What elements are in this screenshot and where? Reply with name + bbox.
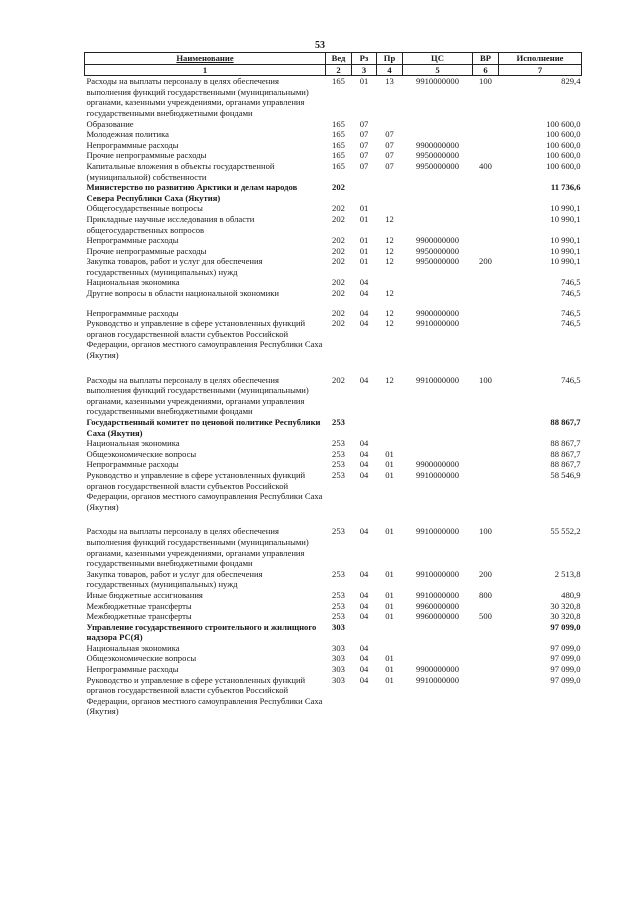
row-ved: 165 bbox=[332, 118, 345, 129]
row-pr: 01 bbox=[385, 589, 394, 600]
row-name: Министерство по развитию Арктики и делам народов Севера Республики Саха (Якутия) bbox=[86, 182, 298, 203]
row-vr bbox=[473, 277, 499, 288]
row-ispolnenie: 58 546,9 bbox=[550, 469, 581, 480]
row-name: Образование bbox=[86, 118, 134, 129]
row-ispolnenie: 97 099,0 bbox=[550, 621, 581, 632]
table-row bbox=[85, 129, 582, 140]
row-ved: 202 bbox=[332, 374, 345, 385]
row-cs: 9900000000 bbox=[416, 664, 459, 675]
row-rz: 04 bbox=[359, 653, 369, 664]
row-pr: 07 bbox=[385, 150, 394, 161]
row-vr bbox=[473, 438, 499, 449]
table-row bbox=[85, 308, 582, 319]
row-rz: 04 bbox=[359, 611, 369, 622]
row-ved: 202 bbox=[332, 235, 345, 246]
header-cs: ЦС bbox=[403, 53, 473, 65]
row-pr: 12 bbox=[385, 213, 394, 224]
row-pr: 12 bbox=[385, 235, 394, 246]
row-name: Национальная экономика bbox=[86, 642, 180, 653]
row-pr bbox=[377, 438, 403, 449]
table-row bbox=[85, 256, 582, 277]
table-row bbox=[85, 76, 582, 119]
row-vr bbox=[473, 150, 499, 161]
row-ved: 165 bbox=[332, 160, 345, 171]
row-vr bbox=[473, 664, 499, 675]
row-cs: 9910000000 bbox=[416, 589, 459, 600]
row-rz: 04 bbox=[359, 374, 369, 385]
row-ispolnenie: 88 867,7 bbox=[550, 459, 581, 470]
row-vr bbox=[473, 214, 499, 235]
row-name: Капитальные вложения в объекты государственной (муниципальной) собственности bbox=[86, 160, 275, 182]
row-rz: 04 bbox=[359, 459, 369, 470]
row-ved: 253 bbox=[332, 600, 345, 611]
row-cs: 9910000000 bbox=[416, 674, 459, 685]
row-cs: 9910000000 bbox=[416, 568, 459, 579]
row-ved: 303 bbox=[332, 621, 345, 632]
header-ispolnenie: Исполнение bbox=[499, 53, 582, 65]
row-vr bbox=[473, 417, 499, 438]
row-rz bbox=[352, 622, 377, 643]
row-rz: 04 bbox=[359, 600, 369, 611]
row-ved: 253 bbox=[332, 448, 345, 459]
row-cs bbox=[403, 182, 473, 203]
row-ispolnenie: 480,9 bbox=[561, 589, 581, 600]
row-ispolnenie: 100 600,0 bbox=[546, 139, 581, 150]
row-rz: 01 bbox=[359, 235, 369, 246]
row-rz: 01 bbox=[359, 256, 369, 267]
row-name: Молодежная политика bbox=[86, 129, 169, 140]
table-row bbox=[85, 569, 582, 590]
table-row bbox=[85, 526, 582, 568]
row-name: Общеэкономические вопросы bbox=[86, 448, 197, 459]
row-rz: 04 bbox=[359, 642, 369, 653]
row-vr bbox=[473, 675, 499, 717]
row-cs bbox=[403, 203, 473, 214]
row-vr bbox=[473, 622, 499, 643]
row-vr: 200 bbox=[479, 568, 492, 579]
row-ved: 253 bbox=[332, 438, 345, 449]
row-ved: 165 bbox=[332, 129, 345, 140]
row-vr bbox=[473, 308, 499, 319]
row-pr bbox=[377, 277, 403, 288]
row-name: Другие вопросы в области национальной экономики bbox=[86, 288, 279, 299]
table-row bbox=[85, 318, 582, 360]
row-ispolnenie: 746,5 bbox=[561, 277, 581, 288]
row-vr bbox=[473, 459, 499, 470]
row-ved: 165 bbox=[332, 76, 345, 87]
row-vr bbox=[473, 182, 499, 203]
row-vr bbox=[473, 653, 499, 664]
row-vr bbox=[473, 140, 499, 151]
row-ved: 253 bbox=[332, 459, 345, 470]
column-number: 2 bbox=[326, 64, 352, 76]
table-row bbox=[85, 643, 582, 654]
row-rz: 04 bbox=[359, 288, 369, 299]
row-vr: 400 bbox=[479, 160, 492, 171]
row-rz: 01 bbox=[359, 76, 369, 87]
row-pr bbox=[377, 203, 403, 214]
table-row bbox=[85, 449, 582, 460]
row-name: Межбюджетные трансферты bbox=[86, 600, 192, 611]
row-cs: 9900000000 bbox=[416, 459, 459, 470]
row-rz: 07 bbox=[359, 129, 369, 140]
table-row bbox=[85, 601, 582, 612]
row-pr: 12 bbox=[385, 288, 394, 299]
row-ispolnenie: 10 990,1 bbox=[550, 203, 581, 214]
table-row bbox=[85, 653, 582, 664]
row-name: Закупка товаров, работ и услуг для обеспечения государственных (муниципальных) нужд bbox=[86, 256, 263, 277]
row-pr: 01 bbox=[385, 459, 394, 470]
row-ved: 303 bbox=[332, 674, 345, 685]
row-ispolnenie: 10 990,1 bbox=[550, 235, 581, 246]
row-ispolnenie: 97 099,0 bbox=[550, 653, 581, 664]
row-rz: 07 bbox=[359, 118, 369, 129]
row-cs bbox=[403, 622, 473, 643]
row-cs: 9950000000 bbox=[416, 160, 459, 171]
column-number: 1 bbox=[85, 64, 326, 76]
row-pr: 01 bbox=[385, 674, 394, 685]
row-vr bbox=[473, 129, 499, 140]
row-cs: 9910000000 bbox=[416, 469, 459, 480]
row-cs bbox=[403, 417, 473, 438]
header-pr: Пр bbox=[377, 53, 403, 65]
row-name: Межбюджетные трансферты bbox=[86, 611, 192, 622]
column-number: 4 bbox=[377, 64, 403, 76]
row-vr: 100 bbox=[479, 374, 492, 385]
row-name: Общеэкономические вопросы bbox=[86, 653, 197, 664]
row-rz bbox=[352, 417, 377, 438]
row-ved: 165 bbox=[332, 150, 345, 161]
row-pr: 01 bbox=[385, 611, 394, 622]
row-cs: 9910000000 bbox=[416, 318, 459, 329]
row-rz: 04 bbox=[359, 664, 369, 675]
row-rz: 07 bbox=[359, 139, 369, 150]
table-row bbox=[85, 182, 582, 203]
row-pr: 07 bbox=[385, 139, 394, 150]
row-name: Непрограммные расходы bbox=[86, 235, 179, 246]
table-row bbox=[85, 203, 582, 214]
row-rz: 04 bbox=[359, 438, 369, 449]
row-ved: 202 bbox=[332, 307, 345, 318]
row-vr: 500 bbox=[479, 611, 492, 622]
table-row bbox=[85, 277, 582, 288]
row-ispolnenie: 11 736,6 bbox=[550, 182, 581, 193]
row-rz: 04 bbox=[359, 448, 369, 459]
row-ved: 253 bbox=[332, 568, 345, 579]
header-ved: Вед bbox=[326, 53, 352, 65]
row-rz: 04 bbox=[359, 277, 369, 288]
row-rz: 07 bbox=[359, 150, 369, 161]
row-rz: 07 bbox=[359, 160, 369, 171]
column-number: 6 bbox=[473, 64, 499, 76]
row-pr: 13 bbox=[385, 76, 394, 87]
row-ispolnenie: 2 513,8 bbox=[554, 568, 581, 579]
row-pr: 01 bbox=[385, 568, 394, 579]
row-ispolnenie: 746,5 bbox=[561, 307, 581, 318]
row-name: Непрограммные расходы bbox=[86, 459, 179, 470]
row-rz: 01 bbox=[359, 203, 369, 214]
table-row bbox=[85, 675, 582, 717]
row-cs: 9910000000 bbox=[416, 374, 459, 385]
table-row bbox=[85, 140, 582, 151]
row-cs bbox=[403, 643, 473, 654]
row-name: Расходы на выплаты персоналу в целях обеспечения выполнения функций государственными (муниципальными) органами, казенными учреждениями, органами управления государственными внебюджетными фондами bbox=[86, 76, 309, 118]
header-row bbox=[85, 53, 582, 65]
row-name: Общегосударственные вопросы bbox=[86, 203, 203, 214]
row-pr bbox=[377, 622, 403, 643]
row-pr: 12 bbox=[385, 374, 394, 385]
row-rz: 01 bbox=[359, 213, 369, 224]
row-pr: 01 bbox=[385, 653, 394, 664]
row-vr: 800 bbox=[479, 589, 492, 600]
budget-table bbox=[84, 52, 582, 717]
row-pr: 01 bbox=[385, 526, 394, 537]
row-rz bbox=[352, 182, 377, 203]
row-ispolnenie: 746,5 bbox=[561, 288, 581, 299]
header-name: Наименование bbox=[85, 53, 326, 65]
row-ved: 202 bbox=[332, 203, 345, 214]
row-cs: 9960000000 bbox=[416, 600, 459, 611]
table-row bbox=[85, 611, 582, 622]
row-ved: 253 bbox=[332, 469, 345, 480]
row-spacer bbox=[85, 361, 582, 375]
row-name: Национальная экономика bbox=[86, 277, 180, 288]
row-vr bbox=[473, 601, 499, 612]
header-rz: Рз bbox=[352, 53, 377, 65]
table-row bbox=[85, 470, 582, 512]
row-cs: 9900000000 bbox=[416, 235, 459, 246]
row-name: Прочие непрограммные расходы bbox=[86, 150, 207, 161]
row-name: Расходы на выплаты персоналу в целях обеспечения выполнения функций государственными (муниципальными) органами, казенными учреждениями, органами управления государственными внебюджетными фондами bbox=[86, 526, 309, 569]
row-ved: 202 bbox=[332, 318, 345, 329]
row-cs bbox=[403, 277, 473, 288]
row-name: Руководство и управление в сфере установленных функций органов государственной власти субъектов Российской Федерации, органов местного самоуправления Республики Саха (Якутия) bbox=[86, 469, 323, 512]
table-body bbox=[85, 76, 582, 717]
row-name: Государственный комитет по ценовой политике Республики Саха (Якутия) bbox=[86, 417, 321, 438]
table-row bbox=[85, 375, 582, 417]
table-row bbox=[85, 214, 582, 235]
row-ved: 165 bbox=[332, 139, 345, 150]
row-pr: 07 bbox=[385, 129, 394, 140]
row-ispolnenie: 746,5 bbox=[561, 318, 581, 329]
row-cs: 9900000000 bbox=[416, 139, 459, 150]
row-cs: 9960000000 bbox=[416, 611, 459, 622]
column-number-row bbox=[85, 64, 582, 76]
row-name: Непрограммные расходы bbox=[86, 307, 179, 318]
row-cs: 9910000000 bbox=[416, 76, 459, 87]
row-name: Руководство и управление в сфере установленных функций органов государственной власти субъектов Российской Федерации, органов местного самоуправления Республики Саха (Якутия) bbox=[86, 674, 323, 717]
table-row bbox=[85, 590, 582, 601]
column-number: 7 bbox=[499, 64, 582, 76]
table-row bbox=[85, 664, 582, 675]
row-pr bbox=[377, 417, 403, 438]
row-vr: 100 bbox=[479, 76, 492, 87]
row-cs: 9950000000 bbox=[416, 256, 459, 267]
row-cs: 9900000000 bbox=[416, 307, 459, 318]
row-ispolnenie: 746,5 bbox=[561, 374, 581, 385]
row-ispolnenie: 88 867,7 bbox=[550, 417, 581, 427]
row-pr: 12 bbox=[385, 256, 394, 267]
row-ispolnenie: 100 600,0 bbox=[546, 118, 581, 129]
row-spacer bbox=[85, 299, 582, 308]
row-ispolnenie: 97 099,0 bbox=[550, 664, 581, 675]
row-vr bbox=[473, 235, 499, 246]
row-ispolnenie: 100 600,0 bbox=[546, 160, 581, 171]
row-vr bbox=[473, 203, 499, 214]
row-cs bbox=[403, 653, 473, 664]
row-ved: 253 bbox=[332, 526, 345, 537]
row-ispolnenie: 10 990,1 bbox=[550, 245, 581, 256]
row-ved: 202 bbox=[332, 245, 345, 256]
row-vr bbox=[473, 288, 499, 299]
row-pr: 07 bbox=[385, 160, 394, 171]
row-rz: 01 bbox=[359, 245, 369, 256]
row-ved: 202 bbox=[332, 182, 345, 193]
row-pr: 12 bbox=[385, 307, 394, 318]
row-pr bbox=[377, 182, 403, 203]
row-ved: 253 bbox=[332, 589, 345, 600]
header-vr: ВР bbox=[473, 53, 499, 65]
row-ispolnenie: 88 867,7 bbox=[550, 438, 581, 449]
row-name: Закупка товаров, работ и услуг для обеспечения государственных (муниципальных) нужд bbox=[86, 568, 263, 590]
row-vr bbox=[473, 318, 499, 360]
row-ved: 253 bbox=[332, 417, 345, 427]
row-name: Национальная экономика bbox=[86, 438, 180, 449]
table-row bbox=[85, 459, 582, 470]
row-ved: 303 bbox=[332, 653, 345, 664]
table-row bbox=[85, 150, 582, 161]
table-row bbox=[85, 417, 582, 438]
row-ved: 303 bbox=[332, 642, 345, 653]
row-vr bbox=[473, 449, 499, 460]
row-ispolnenie: 100 600,0 bbox=[546, 129, 581, 140]
table-row bbox=[85, 438, 582, 449]
row-ved: 202 bbox=[332, 213, 345, 224]
row-spacer-cell bbox=[85, 361, 582, 375]
row-name: Непрограммные расходы bbox=[86, 664, 179, 675]
row-ispolnenie: 30 320,8 bbox=[550, 611, 581, 622]
row-vr bbox=[473, 470, 499, 512]
row-rz: 04 bbox=[359, 469, 369, 480]
row-ispolnenie: 10 990,1 bbox=[550, 256, 581, 267]
row-rz: 04 bbox=[359, 526, 369, 537]
row-cs bbox=[403, 449, 473, 460]
row-rz: 04 bbox=[359, 307, 369, 318]
row-ved: 253 bbox=[332, 611, 345, 622]
row-ispolnenie: 97 099,0 bbox=[550, 642, 581, 653]
row-name: Непрограммные расходы bbox=[86, 139, 179, 150]
row-pr: 01 bbox=[385, 600, 394, 611]
column-number: 3 bbox=[352, 64, 377, 76]
table-row bbox=[85, 119, 582, 130]
row-rz: 04 bbox=[359, 674, 369, 685]
row-rz: 04 bbox=[359, 318, 369, 329]
row-ispolnenie: 88 867,7 bbox=[550, 448, 581, 459]
row-ved: 202 bbox=[332, 277, 345, 288]
row-cs bbox=[403, 129, 473, 140]
row-ispolnenie: 97 099,0 bbox=[550, 674, 581, 685]
row-cs bbox=[403, 214, 473, 235]
row-name: Прочие непрограммные расходы bbox=[86, 245, 207, 256]
row-ved: 202 bbox=[332, 256, 345, 267]
row-cs: 9950000000 bbox=[416, 150, 459, 161]
table-row bbox=[85, 622, 582, 643]
row-vr bbox=[473, 119, 499, 130]
row-pr bbox=[377, 643, 403, 654]
table-row bbox=[85, 288, 582, 299]
row-pr: 01 bbox=[385, 469, 394, 480]
row-spacer-cell bbox=[85, 512, 582, 526]
row-ispolnenie: 30 320,8 bbox=[550, 600, 581, 611]
page-number: 53 bbox=[315, 40, 325, 51]
row-ved: 202 bbox=[332, 288, 345, 299]
row-ispolnenie: 55 552,2 bbox=[550, 526, 581, 537]
table-row bbox=[85, 161, 582, 182]
row-ved: 303 bbox=[332, 664, 345, 675]
row-ispolnenie: 829,4 bbox=[561, 76, 581, 87]
row-vr bbox=[473, 246, 499, 257]
row-name: Управление государственного строительного и жилищного надзора РС(Я) bbox=[86, 621, 317, 643]
row-ispolnenie: 10 990,1 bbox=[550, 213, 581, 224]
row-name: Иные бюджетные ассигнования bbox=[86, 589, 203, 600]
row-ispolnenie: 100 600,0 bbox=[546, 150, 581, 161]
row-cs bbox=[403, 438, 473, 449]
row-pr bbox=[377, 119, 403, 130]
row-vr: 100 bbox=[479, 526, 492, 537]
row-pr: 12 bbox=[385, 318, 394, 329]
row-cs bbox=[403, 119, 473, 130]
row-pr: 01 bbox=[385, 448, 394, 459]
row-name: Прикладные научные исследования в области общегосударственных вопросов bbox=[86, 213, 255, 235]
row-rz: 04 bbox=[359, 568, 369, 579]
row-rz: 04 bbox=[359, 589, 369, 600]
row-pr: 01 bbox=[385, 664, 394, 675]
table-row bbox=[85, 246, 582, 257]
row-cs bbox=[403, 288, 473, 299]
row-vr: 200 bbox=[479, 256, 492, 267]
table-row bbox=[85, 235, 582, 246]
row-cs: 9950000000 bbox=[416, 245, 459, 256]
row-pr: 12 bbox=[385, 245, 394, 256]
row-spacer bbox=[85, 512, 582, 526]
row-vr bbox=[473, 643, 499, 654]
row-name: Руководство и управление в сфере установленных функций органов государственной власти субъектов Российской Федерации, органов местного самоуправления Республики Саха (Якутия) bbox=[86, 318, 323, 361]
row-spacer-cell bbox=[85, 299, 582, 308]
row-name: Расходы на выплаты персоналу в целях обеспечения выполнения функций государственными (муниципальными) органами, казенными учреждениями, органами управления государственными внебюджетными фондами bbox=[86, 374, 309, 417]
column-number: 5 bbox=[403, 64, 473, 76]
row-cs: 9910000000 bbox=[416, 526, 459, 537]
